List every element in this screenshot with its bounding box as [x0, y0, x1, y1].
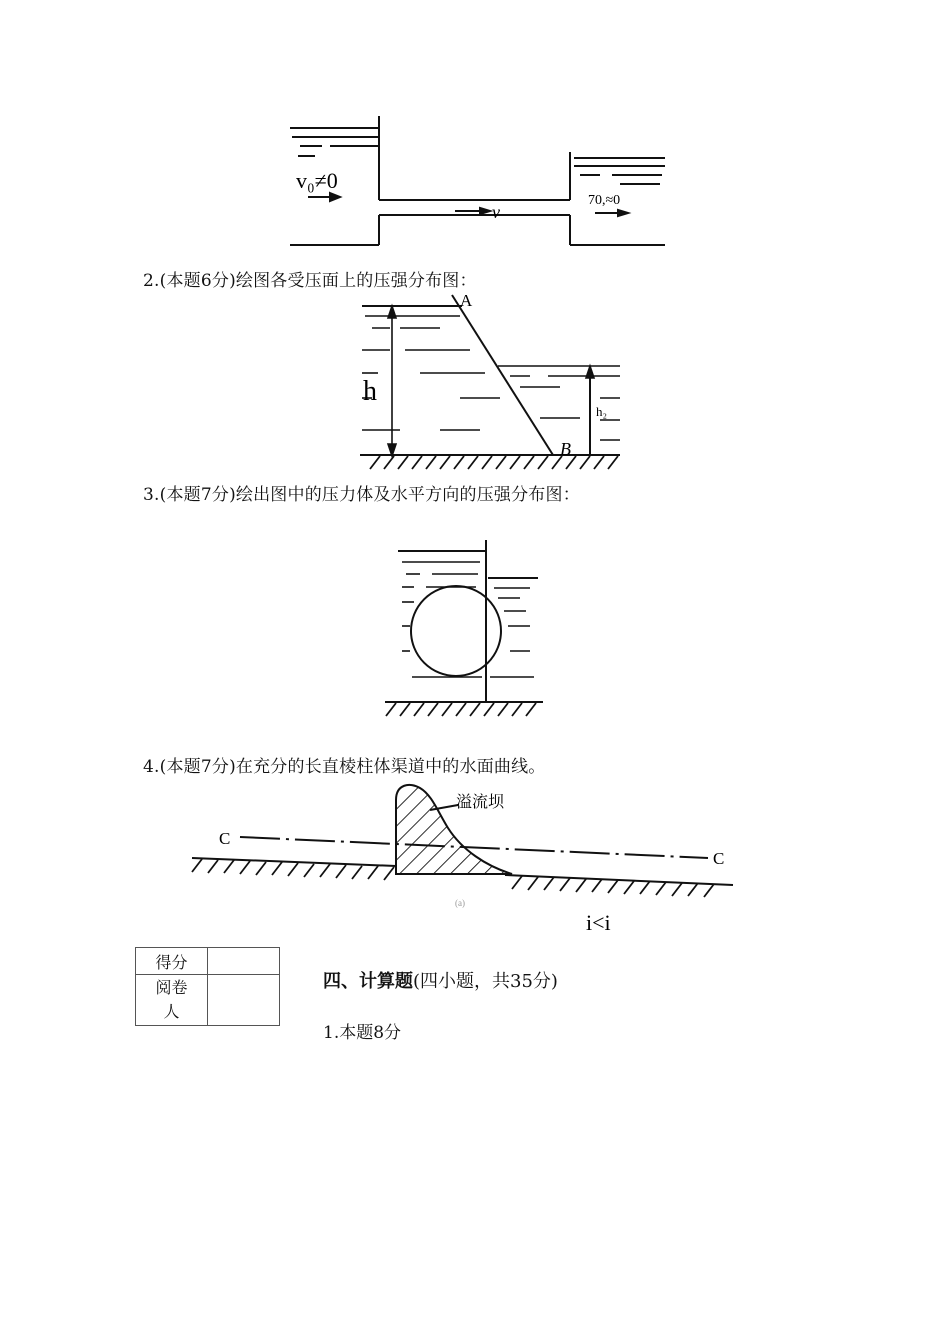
point-b-label: B [560, 439, 571, 459]
depth-h-label: h [363, 376, 377, 407]
question-2: 2.(本题6分)绘图各受压面上的压强分布图： [143, 271, 477, 291]
outlet-velocity-label: 70,≈0 [588, 193, 621, 208]
question-3: 3.(本题7分)绘出图中的压力体及水平方向的压强分布图： [143, 485, 580, 505]
question-4: 4.(本题7分)在充分的长直棱柱体渠道中的水面曲线。 [143, 757, 546, 777]
slope-label: i<i [586, 910, 611, 935]
reviewer-cell[interactable] [208, 975, 280, 1026]
c-line-label-right: C [713, 849, 725, 868]
sub-figure-label: (a) [455, 898, 465, 908]
reviewer-label [136, 975, 208, 1026]
reviewer-row [136, 975, 280, 1026]
score-label: 得分 [136, 948, 208, 975]
inlet-velocity-label: v₀≠0 [296, 168, 338, 193]
section-heading [323, 967, 558, 993]
reviewer-label-line1: 阅卷 [155, 978, 188, 997]
depth-h2-label: h₂ [596, 404, 608, 419]
c-line-label-left: C [219, 829, 231, 848]
reviewer-label-line2: 人 [163, 1002, 180, 1021]
section-note: (四小题，共35分) [413, 971, 558, 992]
score-row [136, 948, 280, 975]
item-1: 1.本题8分 [323, 1023, 402, 1043]
point-a-label: A [460, 291, 473, 310]
pipe-velocity-label: v [492, 202, 500, 222]
section-title: 四、计算题 [323, 971, 413, 992]
score-table [135, 947, 280, 1026]
score-cell[interactable] [208, 948, 280, 975]
dam-label: 溢流坝 [456, 792, 505, 811]
